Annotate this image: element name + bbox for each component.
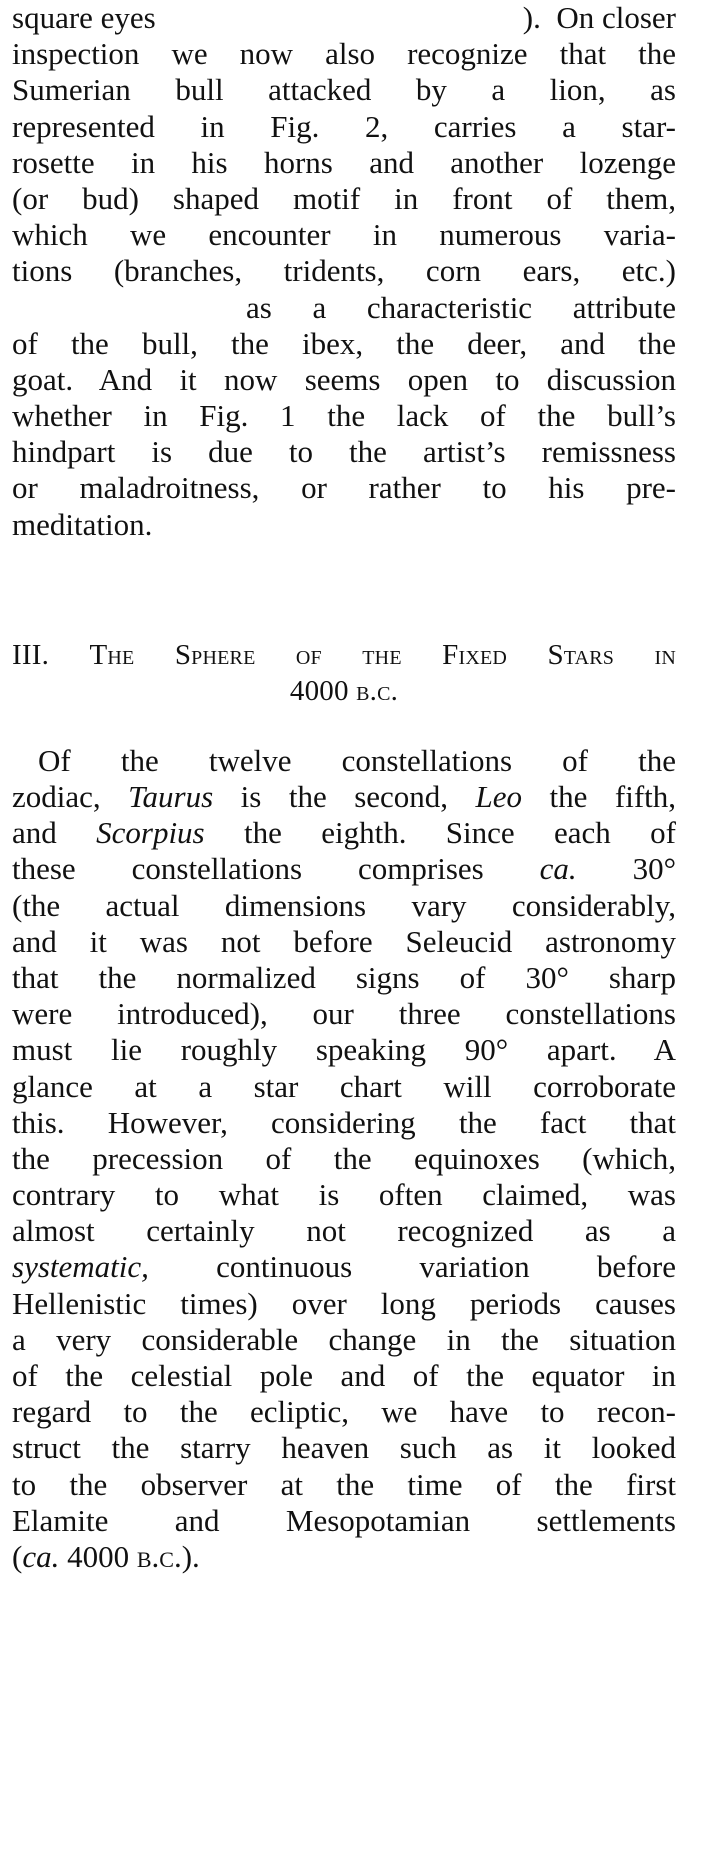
- paragraph-line: or maladroitness, or rather to his pre-: [12, 470, 676, 506]
- paragraph-line: [12, 1539, 676, 1575]
- paragraph-line: regard to the ecliptic, we have to recon-: [12, 1394, 676, 1430]
- text-run: (: [12, 1538, 23, 1574]
- italic-term: systematic,: [12, 1249, 149, 1285]
- section-heading-line2: [12, 673, 676, 709]
- paragraph-line: which we encounter in numerous varia-: [12, 217, 676, 253]
- section-heading: [12, 637, 676, 673]
- text-run: ).: [181, 1538, 200, 1574]
- text-run: is the second,: [213, 779, 476, 814]
- paragraph-line: this. However, considering the fact that: [12, 1104, 676, 1140]
- paragraph-line: hindpart is due to the artist’s remissness: [12, 434, 676, 470]
- paragraph-line: must lie roughly speaking 90° apart. A: [12, 1032, 676, 1068]
- paragraph-line: and it was not before Seleucid astronomy: [12, 923, 676, 959]
- text-run: zodiac,: [12, 779, 129, 814]
- paragraph-line: contrary to what is often claimed, was: [12, 1177, 676, 1213]
- paragraph-line: [12, 0, 676, 36]
- text-run: the eighth. Since each of: [204, 815, 676, 851]
- spacer: [12, 709, 676, 743]
- heading-word: in: [654, 638, 677, 671]
- text-run: continuous variation before: [148, 1249, 676, 1285]
- heading-word: The: [89, 638, 135, 671]
- paragraph-line: whether in Fig. 1 the lack of the bull’s: [12, 398, 676, 434]
- paragraph-line: (the actual dimensions vary considerably,: [12, 887, 676, 923]
- paragraph-line: struct the starry heaven such as it looked: [12, 1430, 676, 1466]
- italic-term: Scorpius: [96, 815, 205, 851]
- text-run: 4000: [59, 1538, 137, 1574]
- paragraph-line: Elamite and Mesopotamian settlements: [12, 1502, 676, 1538]
- paragraph-line: as a characteristic attribute: [246, 289, 676, 325]
- document-page: [12, 0, 676, 1575]
- italic-term: ca.: [539, 851, 577, 887]
- paragraph-line: [12, 779, 676, 815]
- paragraph-line: glance at a star chart will corroborate: [12, 1068, 676, 1104]
- paragraph-line: [12, 851, 676, 887]
- paragraph-line: almost certainly not recognized as a: [12, 1213, 676, 1249]
- italic-term: ca.: [22, 1538, 60, 1574]
- heading-word: Fixed: [442, 638, 508, 671]
- paragraph-line: were introduced), our three constellations: [12, 996, 676, 1032]
- paragraph-line: Sumerian bull attacked by a lion, as: [12, 72, 676, 108]
- paragraph-line: (or bud) shaped motif in front of them,: [12, 180, 676, 216]
- text-run: and: [12, 815, 97, 851]
- paragraph-line: Hellenistic times) over long periods causes: [12, 1285, 676, 1321]
- paragraph-line: inspection we now also recognize that the: [12, 36, 676, 72]
- paragraph-line: that the normalized signs of 30° sharp: [12, 959, 676, 995]
- heading-word: Stars: [547, 638, 615, 671]
- text-run: these constellations comprises: [12, 851, 540, 887]
- line-fragment: square eyes: [12, 0, 156, 35]
- heading-date: 4000 b.c.: [289, 674, 399, 707]
- paragraph-line: rosette in his horns and another lozenge: [12, 144, 676, 180]
- paragraph-line: of the bull, the ibex, the deer, and the: [12, 325, 676, 361]
- italic-term: Taurus: [128, 779, 214, 814]
- paragraph-line: [12, 1249, 676, 1285]
- heading-word: of the: [295, 638, 402, 671]
- heading-word: Sphere: [174, 638, 256, 671]
- text-run: the fifth,: [522, 779, 676, 814]
- paragraph-line: the precession of the equinoxes (which,: [12, 1140, 676, 1176]
- small-caps-date: b.c.: [136, 1538, 182, 1574]
- italic-term: Leo: [475, 779, 523, 814]
- paragraph-line: represented in Fig. 2, carries a star-: [12, 108, 676, 144]
- text-run: 30°: [576, 851, 676, 887]
- paragraph-line: [12, 815, 676, 851]
- spacer: [12, 543, 676, 637]
- line-fragment: ). On closer: [522, 0, 676, 35]
- paragraph-line: to the observer at the time of the first: [12, 1466, 676, 1502]
- paragraph-line: tions (branches, tridents, corn ears, etc.): [12, 253, 676, 289]
- paragraph-line: meditation.: [12, 506, 153, 542]
- paragraph-line: goat. And it now seems open to discussion: [12, 361, 676, 397]
- paragraph-line: a very considerable change in the situation: [12, 1321, 676, 1357]
- paragraph-line: Of the twelve constellations of the: [38, 742, 676, 778]
- heading-numeral: III.: [12, 638, 50, 671]
- paragraph-line: of the celestial pole and of the equator in: [12, 1358, 676, 1393]
